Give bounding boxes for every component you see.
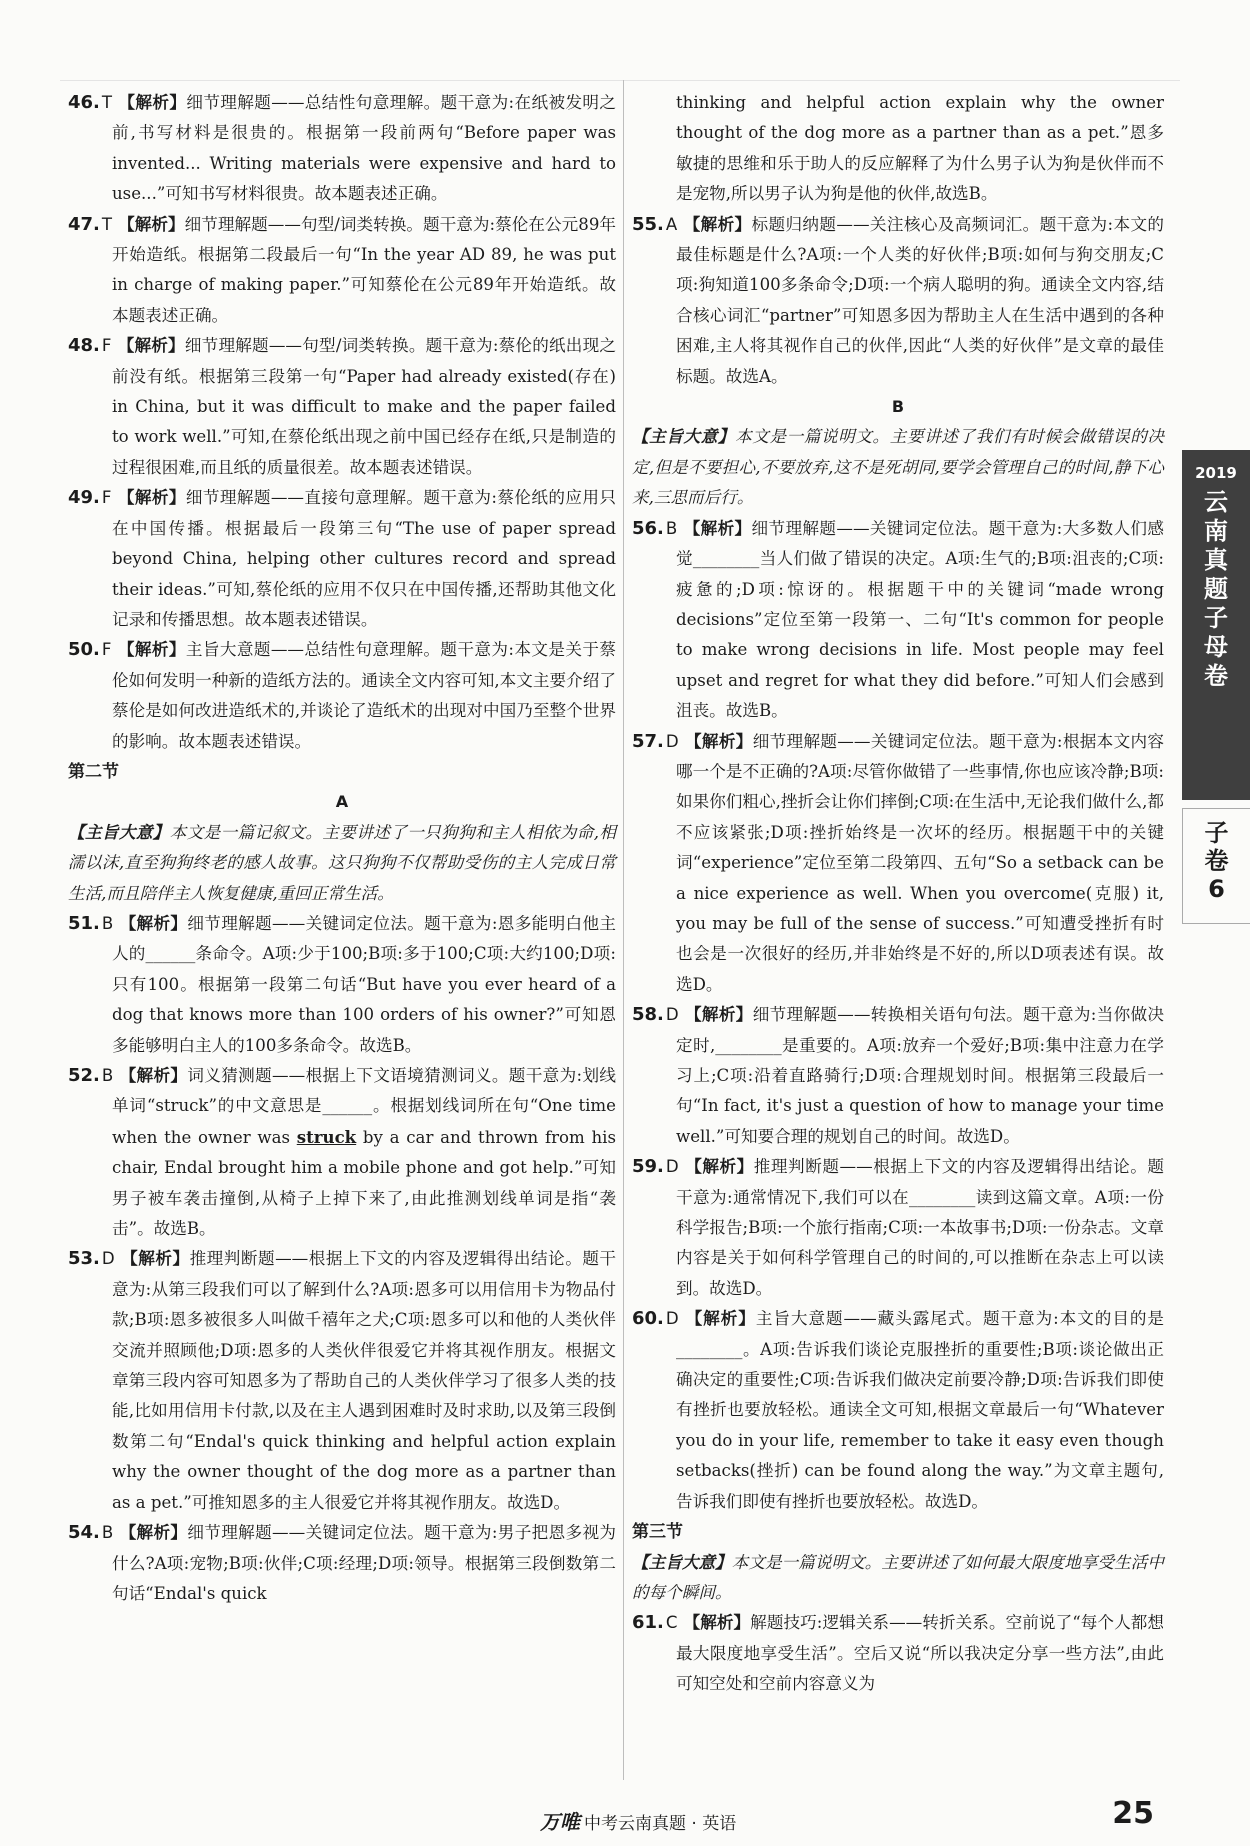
side-tab-title: 云 南 真 题 子 母 卷	[1204, 488, 1228, 690]
question-55: 55. A 【解析】标题归纳题——关注核心及高频词汇。题干意为:本文的最佳标题是什么?A项:一个人类的好伙伴;B项:如何与狗交朋友;C项:狗知道100多条命令;D项:一个病人聪明的狗。通读全文内容,结合核心词汇“partner”可知恩多因为帮助主人在生活中遇到的各种困难,主人将其视作自己的伙伴,因此“人类的好伙伴”是文章的最佳标题。故选A。	[632, 213, 1165, 386]
summary-c: 【主旨大意】本文是一篇说明文。主要讲述了如何最大限度地享受生活中的每个瞬间。	[632, 1552, 1165, 1602]
side-tab-series	[1182, 450, 1250, 800]
question-52: 52. B 【解析】词义猜测题——根据上下文语境猜测词义。题干意为:划线单词“struck”的中文意思是______。根据划线词所在句“One time when the owner was struck by a car and thrown from his chair, Endal brought him a mobile phone and got help.”可知男子被车袭击撞倒,从椅子上掉下来了,由此推测划线单词是指“袭击”。故选B。	[68, 1065, 617, 1239]
question-59: 59. D 【解析】推理判断题——根据上下文的内容及逻辑得出结论。题干意为:通常情况下,我们可以在________读到这篇文章。A项:一份科学报告;B项:一个旅行指南;C项:一本故事书;D项:一份杂志。文章内容是关于如何科学管理自己的时间的,可以推断在杂志上可以读到。故选D。	[632, 1156, 1165, 1298]
side-tab-volume: 子 卷 6	[1182, 808, 1250, 924]
side-tab-year: 2019	[1195, 464, 1237, 482]
page-number: 25	[1112, 1796, 1154, 1831]
underlined-word: struck	[296, 1126, 357, 1147]
question-46: 46. T 【解析】细节理解题——总结性句意理解。题干意为:在纸被发明之前,书写材料是很贵的。根据第一段前两句“Before paper was invented... Writing materials were expensive and hard to use...”可知书写材料很贵。故本题表述正确。	[68, 92, 617, 204]
question-54-continued: thinking and helpful action explain why the owner thought of the dog more as a partner than as a pet.”恩多敏捷的思维和乐于助人的反应解释了为什么男子认为狗是伙伴而不是宠物,所以男子认为狗是他的伙伴,故选B。	[676, 93, 1164, 204]
passage-b-heading: B	[891, 397, 905, 417]
question-49: 49. F 【解析】细节理解题——直接句意理解。题干意为:蔡伦纸的应用只在中国传播。根据最后一段第三句“The use of paper spread beyond China, helping other cultures record and spread their ideas.”可知,蔡伦纸的应用不仅只在中国传播,还帮助其他文化记录和传播思想。故本题表述错误。	[68, 487, 617, 629]
top-rule	[60, 80, 1180, 81]
question-61: 61. C 【解析】解题技巧:逻辑关系——转折关系。空前说了“每个人都想最大限度地享受生活”。空后又说“所以我决定分享一些方法”,由此可知空处和空前内容意义为	[632, 1612, 1164, 1694]
question-54: 54. B 【解析】细节理解题——关键词定位法。题干意为:男子把恩多视为什么?A项:宠物;B项:伙伴;C项:经理;D项:领导。根据第三段倒数第二句话“Endal's quick	[68, 1522, 617, 1603]
section-heading-3: 第三节	[632, 1522, 683, 1543]
section-heading-2: 第二节	[68, 761, 119, 782]
question-48: 48. F 【解析】细节理解题——句型/词类转换。题干意为:蔡伦的纸出现之前没有纸。根据第三段第一句“Paper had already existed(存在) in China, but it was difficult to make and the paper failed to work well.”可知,在蔡伦纸出现之前中国已经存在纸,只是制造的过程很困难,而且纸的质量很差。故本题表述错误。	[68, 335, 616, 477]
question-56: 56. B 【解析】细节理解题——关键词定位法。题干意为:大多数人们感觉________当人们做了错误的决定。A项:生气的;B项:沮丧的;C项:疲惫的;D项:惊讶的。根据题干中的关键词“made wrong decisions”定位至第一段第一、二句“It's common for people to make wrong decisions in life. Most people may feel upset and regret for what they did before.”可知人们会感到沮丧。故选B。	[632, 517, 1164, 721]
brand-logo: 万唯	[540, 1810, 580, 1834]
summary-b: 【主旨大意】本文是一篇说明文。主要讲述了我们有时候会做错误的决定,但是不要担心,不要放弃,这不是死胡同,要学会管理自己的时间,静下心来,三思而后行。	[632, 427, 1165, 508]
question-53: 53. D 【解析】推理判断题——根据上下文的内容及逻辑得出结论。题干意为:从第三段我们可以了解到什么?A项:恩多可以用信用卡为物品付款;B项:恩多被很多人叫做千禧年之犬;C项:恩多可以和他的人类伙伴交流并照顾他;D项:恩多的人类伙伴很爱它并将其视作朋友。根据文章第三段内容可知恩多为了帮助自己的人类伙伴学习了很多人类的技能,比如用信用卡付款,以及在主人遇到困难时及时求助,以及第三段倒数第二句“Endal's quick thinking and helpful action explain why the owner thought of the dog more as a partner than as a pet.”可推知恩多的主人很爱它并将其视作朋友。故选D。	[68, 1248, 617, 1512]
right-column	[632, 88, 1164, 1700]
summary-a: 【主旨大意】本文是一篇记叙文。主要讲述了一只狗狗和主人相依为命,相濡以沫,直至狗狗终老的感人故事。这只狗狗不仅帮助受伤的主人完成日常生活,而且陪伴主人恢复健康,重回正常生活。	[68, 822, 616, 903]
left-column	[68, 88, 616, 1609]
column-divider	[623, 80, 624, 1780]
question-47: 47. T 【解析】细节理解题——句型/词类转换。题干意为:蔡伦在公元89年开始造纸。根据第二段最后一句“In the year AD 89, he was put in charge of making paper.”可知蔡伦在公元89年开始造纸。故本题表述正确。	[68, 213, 617, 325]
question-60: 60. D 【解析】主旨大意题——藏头露尾式。题干意为:本文的目的是________。A项:告诉我们谈论克服挫折的重要性;B项:谈论做出正确决定的重要性;C项:告诉我们做决定前要冷静;D项:告诉我们即使有挫折也要放轻松。通读全文可知,根据文章最后一句“Whatever you do in your life, remember to take it easy even though setbacks(挫折) can be found along the way.”为文章主题句,告诉我们即使有挫折也要放轻松。故选D。	[632, 1308, 1165, 1511]
question-58: 58. D 【解析】细节理解题——转换相关语句句法。题干意为:当你做决定时,________是重要的。A项:放弃一个爱好;B项:集中注意力在学习上;C项:沿着直路骑行;D项:合理规划时间。根据第三段最后一句“In fact, it's just a question of how to manage your time well.”可知要合理的规划自己的时间。故选D。	[632, 1004, 1165, 1146]
question-51: 51. B 【解析】细节理解题——关键词定位法。题干意为:恩多能明白他主人的______条命令。A项:少于100;B项:多于100;C项:大约100;D项:只有100。根据第一段第二句话“But have you ever heard of a dog that knows more than 100 orders of his owner?”可知恩多能够明白主人的100多条命令。故选B。	[68, 912, 617, 1055]
passage-a-heading: A	[335, 792, 349, 812]
question-57: 57. D 【解析】细节理解题——关键词定位法。题干意为:根据本文内容哪一个是不正确的?A项:尽管你做错了一些事情,你也应该冷静;B项:如果你们粗心,挫折会让你们摔倒;C项:在生活中,无论我们做什么,都不应该紧张;D项:挫折始终是一次坏的经历。根据题干中的关键词“experience”定位至第二段第四、五句“So a setback can be a nice experience as well. When you overcome(克服) it, you may be full of the sense of success.”可知遭受挫折有时也会是一次很好的经历,并非始终是不好的,所以D项表述有误。故选D。	[632, 730, 1165, 994]
page-footer	[0, 1796, 1250, 1834]
question-50: 50. F 【解析】主旨大意题——总结性句意理解。题干意为:本文是关于蔡伦如何发明一种新的造纸方法的。通读全文内容可知,本文主要介绍了蔡伦是如何改进造纸术的,并谈论了造纸术的出现对中国乃至整个世界的影响。故本题表述错误。	[68, 639, 617, 751]
footer-brand: 万唯 中考云南真题 · 英语	[540, 1810, 737, 1834]
